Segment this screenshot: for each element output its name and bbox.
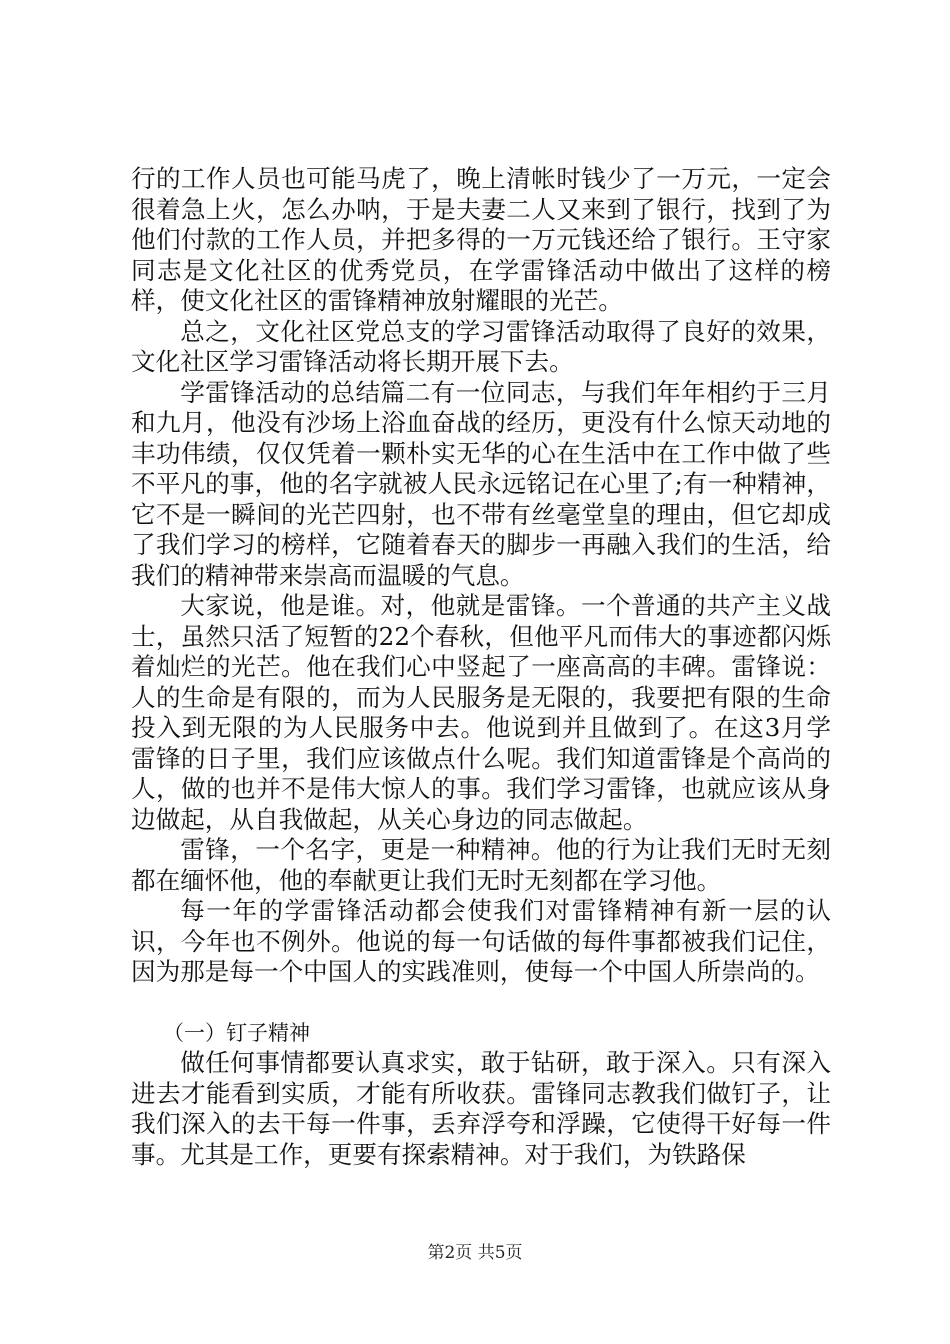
paragraph-a-name-a-spirit: 雷锋，一个名字，更是一种精神。他的行为让我们无时无刻都在缅怀他，他的奉献更让我们无时无刻都在学习他。 — [131, 835, 831, 895]
paragraph-part-two-intro: 学雷锋活动的总结篇二有一位同志，与我们年年相约于三月和九月，他没有沙场上浴血奋战的经历，更没有什么惊天动地的丰功伟绩，仅仅凭着一颗朴实无华的心在生活中在工作中做了些不平凡的事，他的名字就被人民永远铭记在心里了;有一种精神，它不是一瞬间的光芒四射，也不带有丝毫堂皇的理由，但它却成了我们学习的榜样，它随着春天的脚步一再融入我们的生活，给我们的精神带来崇高而温暖的气息。 — [131, 377, 831, 590]
page-footer: 第2页 共5页 — [427, 1243, 523, 1263]
paragraph-spacer — [131, 988, 831, 1018]
paragraph-summary: 总之，文化社区党总支的学习雷锋活动取得了良好的效果，文化社区学习雷锋活动将长期开展下去。 — [131, 316, 831, 376]
paragraph-nail-spirit: 做任何事情都要认真求实，敢于钻研，敢于深入。只有深入进去才能看到实质，才能有所收获。雷锋同志教我们做钉子，让我们深入的去干每一件事，丢弃浮夸和浮躁，它使得干好每一件事。尤其是工作，更要有探索精神。对于我们，为铁路保 — [131, 1048, 831, 1169]
section-heading: （一）钉子精神 — [163, 1020, 310, 1045]
paragraph-continuation: 行的工作人员也可能马虎了，晚上清帐时钱少了一万元，一定会很着急上火，怎么办呐，于是夫妻二人又来到了银行，找到了为他们付款的工作人员，并把多得的一万元钱还给了银行。王守家同志是文化社区的优秀党员，在学雷锋活动中做出了这样的榜样，使文化社区的雷锋精神放射耀眼的光芒。 — [131, 164, 831, 315]
paragraph-who-is-he: 大家说，他是谁。对，他就是雷锋。一个普通的共产主义战士，虽然只活了短暂的22个春秋，但他平凡而伟大的事迹都闪烁着灿烂的光芒。他在我们心中竖起了一座高高的丰碑。雷锋说：人的生命是有限的，而为人民服务是无限的，我要把有限的生命投入到无限的为人民服务中去。他说到并且做到了。在这3月学雷锋的日子里，我们应该做点什么呢。我们知道雷锋是个高尚的人，做的也并不是伟大惊人的事。我们学习雷锋，也就应该从身边做起，从自我做起，从关心身边的同志做起。 — [131, 591, 831, 834]
paragraph-each-year: 每一年的学雷锋活动都会使我们对雷锋精神有新一层的认识，今年也不例外。他说的每一句话做的每件事都被我们记住，因为那是每一个中国人的实践准则，使每一个中国人所崇尚的。 — [131, 896, 831, 986]
document-body — [131, 164, 831, 1170]
